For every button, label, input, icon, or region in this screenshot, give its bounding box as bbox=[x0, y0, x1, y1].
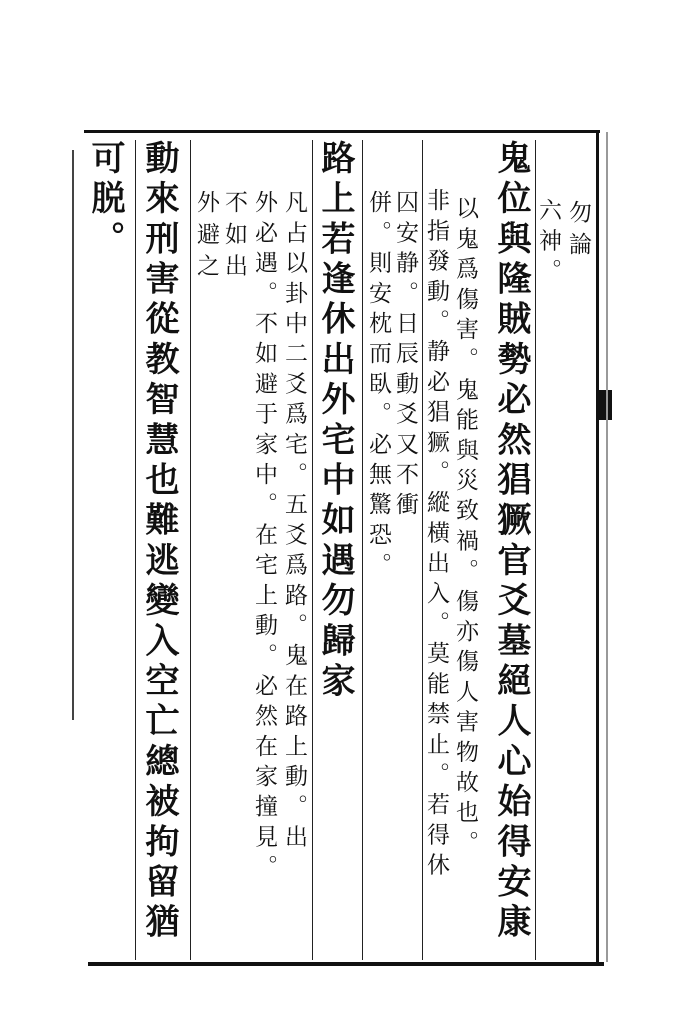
text-column-4: 以鬼爲傷害。鬼能與災致禍。傷亦傷人害物故也。 bbox=[452, 196, 478, 861]
text-column-2: 六神。 bbox=[535, 198, 561, 289]
text-column-3: 鬼位與隆賊勢必然猖獗官爻墓絕人心始得安康 bbox=[491, 140, 531, 944]
text-column-12: 外避之 bbox=[193, 190, 219, 285]
column-divider bbox=[135, 140, 136, 960]
page-edge-mark bbox=[606, 132, 608, 962]
text-column-9: 凡占以卦中二爻爲宅。五爻爲路。鬼在路上動。出 bbox=[281, 190, 307, 855]
bottom-border-rule bbox=[88, 962, 604, 966]
text-column-10: 外必遇。不如避于家中。在宅上動。必然在家撞見。 bbox=[251, 190, 277, 885]
right-border-rule bbox=[596, 132, 599, 964]
column-divider bbox=[190, 140, 191, 960]
column-divider bbox=[362, 140, 363, 960]
text-column-6: 囚安静。日辰動爻又不衝 bbox=[392, 190, 418, 523]
top-border-rule bbox=[84, 130, 600, 133]
text-column-11: 不如出 bbox=[221, 190, 247, 285]
text-column-14: 可脱。 bbox=[85, 140, 125, 261]
text-column-5: 非指發動。静必猖獗。縱横出入。莫能禁止。若得休 bbox=[423, 188, 449, 883]
text-column-13: 動來刑害從教智慧也難逃變入空亡總被拘留猶 bbox=[139, 140, 179, 944]
text-column-1: 勿論 bbox=[565, 200, 591, 264]
left-border-rule bbox=[72, 150, 74, 720]
column-divider bbox=[312, 140, 313, 960]
text-column-7: 併。則安枕而臥。必無驚恐。 bbox=[365, 190, 391, 583]
text-column-8: 路上若逢休出外宅中如遇勿歸家 bbox=[315, 140, 355, 703]
page-edge-mark bbox=[598, 390, 612, 420]
